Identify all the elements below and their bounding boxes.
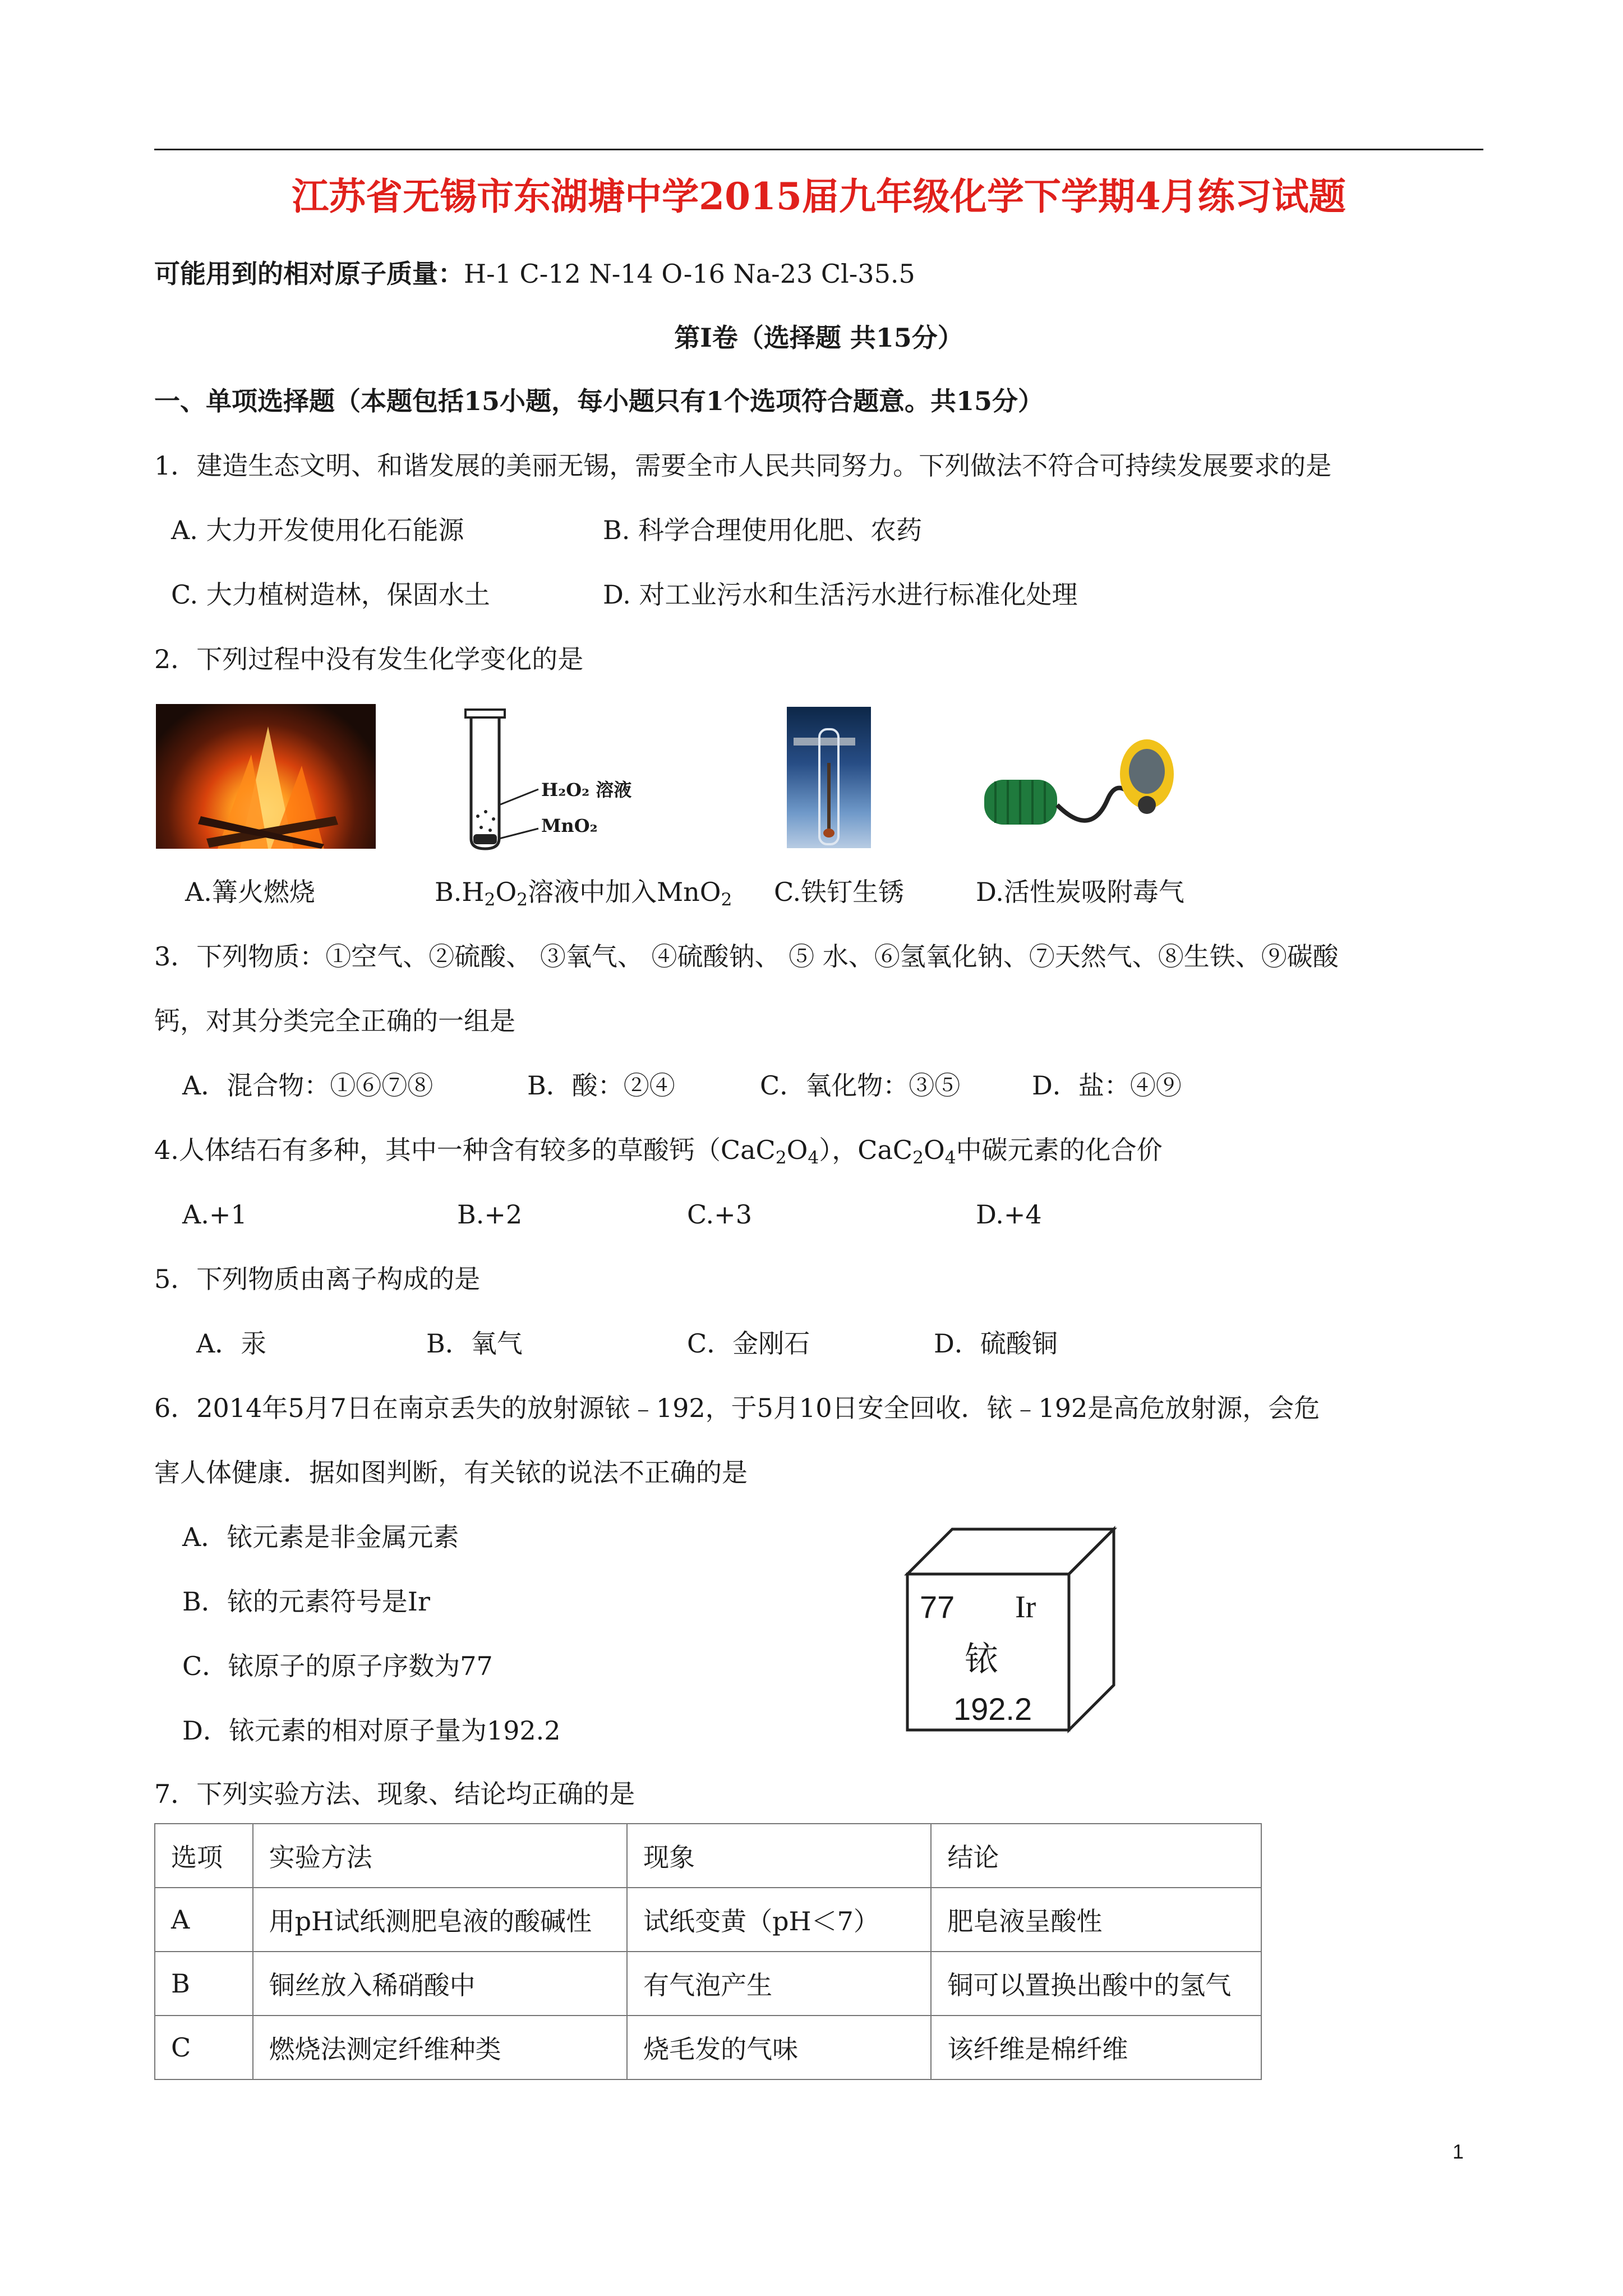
element-symbol: Ir — [1015, 1590, 1036, 1625]
q7-stem: 7．下列实验方法、现象、结论均正确的是 — [154, 1779, 635, 1809]
q5-option-d: D．硫酸铜 — [934, 1328, 1058, 1359]
element-atomic-mass: 192.2 — [953, 1691, 1032, 1727]
q5-option-a: A．汞 — [196, 1328, 267, 1359]
table-cell: A — [155, 1888, 253, 1952]
atomic-mass-line — [154, 257, 915, 291]
table-cell: 肥皂液呈酸性 — [931, 1888, 1261, 1952]
q3-option-c: C．氧化物：③⑤ — [760, 1070, 961, 1101]
q1-option-b: B. 科学合理使用化肥、农药 — [603, 515, 923, 545]
q2-option-b: $B.H_2O_2$溶液中加入MnO$_2$ — [435, 877, 732, 910]
q7-table — [154, 1823, 1262, 2080]
table-cell: C — [155, 2016, 253, 2079]
q4-option-a: A.+1 — [182, 1199, 247, 1230]
q1-stem: 1．建造生态文明、和谐发展的美丽无锡，需要全市人民共同努力。下列做法不符合可持续发展要求的是 — [154, 450, 1332, 481]
table-cell: 用pH试纸测肥皂液的酸碱性 — [253, 1888, 628, 1952]
section-title: 第Ⅰ卷（选择题 共15分） — [674, 323, 963, 353]
table-cell: B — [155, 1952, 253, 2016]
q6-option-c: C．铱原子的原子序数为77 — [182, 1651, 493, 1681]
q4-stem: 4.人体结石有多种，其中一种含有较多的草酸钙$(CaC_2O_4)$，$CaC_2O_4$中碳元素的化合价 — [154, 1135, 1163, 1168]
table-cell: 铜可以置换出酸中的氢气 — [931, 1952, 1261, 2016]
element-atomic-number: 77 — [920, 1589, 955, 1625]
q2-option-c: C.铁钉生锈 — [774, 877, 905, 907]
header-rule — [154, 149, 1483, 150]
q4-option-d: D.+4 — [976, 1199, 1042, 1230]
rusting-nail-image — [787, 707, 871, 848]
q1-option-a: A. 大力开发使用化石能源 — [171, 515, 464, 545]
q4-option-c: C.+3 — [687, 1199, 752, 1230]
page-number: 1 — [1453, 2140, 1464, 2163]
table-header-cell: 选项 — [155, 1824, 253, 1888]
q1-option-c: C. 大力植树造林，保固水土 — [171, 579, 490, 610]
table-row — [155, 1888, 1261, 1952]
q6-stem-line1: 6．2014年5月7日在南京丢失的放射源铱﹣192，于5月10日安全回收．铱﹣192是高危放射源，会危 — [154, 1393, 1320, 1423]
q3-option-a: A．混合物：①⑥⑦⑧ — [182, 1070, 434, 1101]
page-title: 江苏省无锡市东湖塘中学2015届九年级化学下学期4月练习试题 — [292, 174, 1346, 218]
atomic-mass-values: H-1 C-12 N-14 O-16 Na-23 Cl-35.5 — [464, 259, 915, 289]
table-cell: 燃烧法测定纤维种类 — [253, 2016, 628, 2079]
q6-option-d: D．铱元素的相对原子量为192.2 — [182, 1715, 561, 1746]
table-row — [155, 2016, 1261, 2079]
q2-stem: 2．下列过程中没有发生化学变化的是 — [154, 644, 584, 674]
table-cell: 铜丝放入稀硝酸中 — [253, 1952, 628, 2016]
fig-label-h2o2: H₂O₂ 溶液 — [541, 779, 632, 800]
q5-stem: 5．下列物质由离子构成的是 — [154, 1264, 481, 1294]
q3-option-b: B．酸：②④ — [527, 1070, 675, 1101]
table-cell: 该纤维是棉纤维 — [931, 2016, 1261, 2079]
gas-mask-image — [973, 726, 1183, 847]
table-row — [155, 1952, 1261, 2016]
q1-option-d: D. 对工业污水和生活污水进行标准化处理 — [603, 579, 1078, 610]
q3-option-d: D．盐：④⑨ — [1032, 1070, 1182, 1101]
q6-option-a: A．铱元素是非金属元素 — [182, 1522, 459, 1552]
table-cell: 烧毛发的气味 — [627, 2016, 931, 2079]
table-header-cell: 实验方法 — [253, 1824, 628, 1888]
q3-stem-line2: 钙，对其分类完全正确的一组是 — [154, 1006, 515, 1036]
table-header-row — [155, 1824, 1261, 1888]
table-cell: 有气泡产生 — [627, 1952, 931, 2016]
table-header-cell: 结论 — [931, 1824, 1261, 1888]
q6-stem-line2: 害人体健康．据如图判断，有关铱的说法不正确的是 — [154, 1457, 748, 1488]
part-one-heading: 一、单项选择题（本题包括15小题，每小题只有1个选项符合题意。共15分） — [154, 386, 1044, 416]
q5-option-b: B．氧气 — [426, 1328, 523, 1359]
q3-stem-line1: 3．下列物质：①空气、②硫酸、 ③氧气、 ④硫酸钠、 ⑤ 水、⑥氢氧化钠、⑦天然气、⑧生铁、⑨碳酸 — [154, 941, 1339, 972]
fig-label-mno2: MnO₂ — [541, 815, 598, 836]
atomic-mass-label: 可能用到的相对原子质量： — [154, 259, 464, 289]
q5-option-c: C．金刚石 — [687, 1328, 810, 1359]
q4-option-b: B.+2 — [457, 1199, 523, 1230]
table-cell: 试纸变黄（pH＜7） — [627, 1888, 931, 1952]
element-name: 铱 — [965, 1640, 998, 1679]
bonfire-image — [156, 704, 376, 849]
q2-option-d: D.活性炭吸附毒气 — [976, 877, 1184, 907]
q6-option-b: B．铱的元素符号是Ir — [182, 1586, 430, 1617]
table-header-cell: 现象 — [627, 1824, 931, 1888]
q2-option-a: A.篝火燃烧 — [185, 877, 315, 907]
